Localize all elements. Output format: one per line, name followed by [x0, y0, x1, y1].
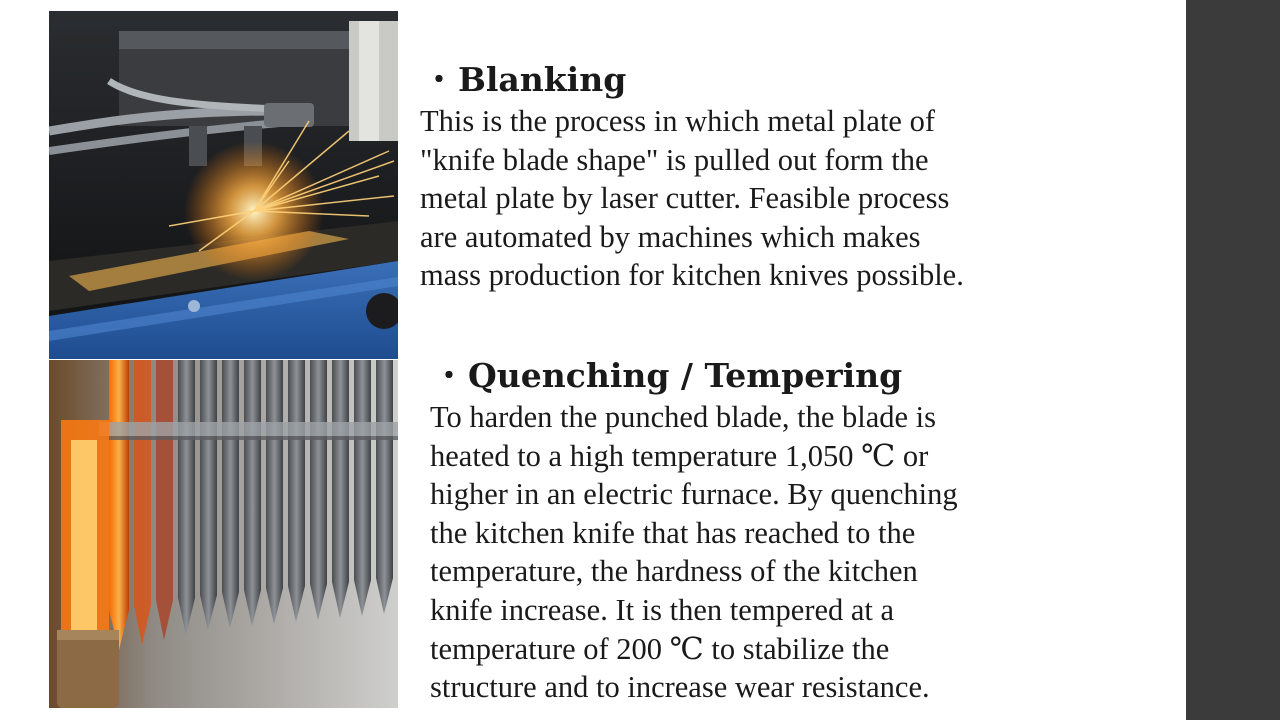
bullet-icon: ・ [422, 60, 456, 99]
text-line: the kitchen knife that has reached to the [430, 515, 916, 550]
quenching-section [430, 354, 1130, 707]
furnace-blades-photo [49, 360, 398, 708]
text-line: mass production for kitchen knives possible. [420, 258, 964, 293]
text-line: knife increase. It is then tempered at a [430, 592, 895, 627]
side-bar [1186, 0, 1280, 720]
text-line: heated to a high temperature 1,050 ℃ or [430, 438, 929, 473]
text-line: temperature, the hardness of the kitchen [430, 554, 918, 589]
text-line: are automated by machines which makes [420, 219, 921, 254]
bullet-icon: ・ [432, 356, 466, 395]
laser-cutting-photo [49, 11, 398, 359]
blanking-title: Blanking [458, 60, 627, 99]
text-line: metal plate by laser cutter. Feasible process [420, 181, 950, 216]
quenching-heading [430, 354, 1130, 398]
text-line: structure and to increase wear resistance. [430, 670, 930, 705]
text-line: To harden the punched blade, the blade is [430, 400, 937, 434]
blanking-body [420, 102, 1120, 295]
quenching-body [430, 398, 1130, 707]
blanking-section [420, 58, 1120, 295]
text-line: higher in an electric furnace. By quenching [430, 477, 958, 512]
text-line: "knife blade shape" is pulled out form the [420, 142, 929, 177]
blanking-heading [420, 58, 1120, 102]
quenching-title: Quenching / Tempering [468, 356, 903, 395]
text-line: temperature of 200 ℃ to stabilize the [430, 631, 890, 666]
text-line: This is the process in which metal plate of [420, 104, 935, 138]
